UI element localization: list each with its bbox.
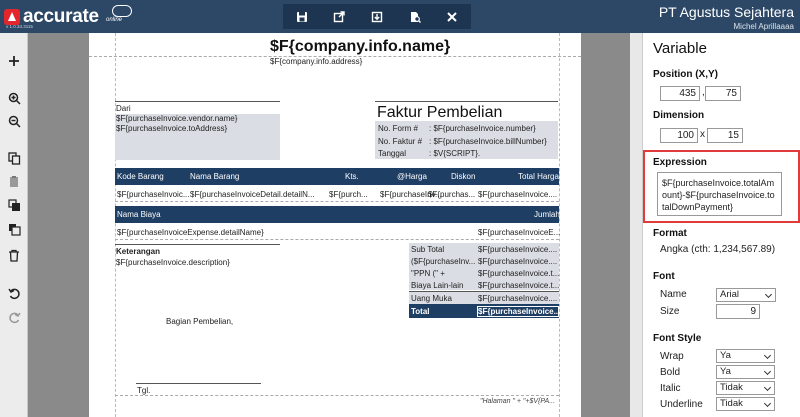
keterangan-label[interactable]: Keterangan [116,247,161,256]
add-icon [8,55,20,67]
company-name-field[interactable]: $F{company.info.name} [270,38,451,55]
form-value[interactable]: : $F{purchaseInvoice.number} [429,124,536,133]
cloud-icon [112,5,132,17]
font-size-label: Size [660,306,680,317]
download-button[interactable] [367,7,387,27]
report-toolbar [283,4,471,29]
uang-muka-label[interactable]: Uang Muka [411,294,452,303]
paste-icon [8,175,21,188]
tanggal-label[interactable]: Tanggal [378,149,407,158]
faktur-no-label[interactable]: No. Faktur # [378,137,423,146]
detail-total-field[interactable]: $F{purchaseInvoice.... [478,190,558,199]
font-size-input[interactable]: 9 [716,304,760,319]
col-diskon[interactable]: Diskon [451,172,476,181]
left-toolbar [0,33,28,417]
col-harga[interactable]: @Harga [397,172,427,181]
bagian-pembelian-label[interactable]: Bagian Pembelian, [166,317,234,326]
send-back-icon [8,223,21,236]
wrap-select[interactable]: Ya [716,349,775,363]
description-field[interactable]: $F{purchaseInvoice.description} [116,258,230,267]
underline-label: Underline [660,399,703,410]
version-label: v 1.0.34.3115 [6,24,33,29]
italic-label: Italic [660,383,681,394]
dimension-separator: x [700,129,705,140]
detail-harga-field[interactable]: $F{purchaseInv... [380,190,442,199]
delete-button[interactable] [3,245,25,265]
add-button[interactable] [3,51,25,71]
col-nama-biaya[interactable]: Nama Biaya [117,210,161,219]
company-address-field[interactable]: $F{company.info.address} [270,57,363,66]
vendor-name-field[interactable]: $F{purchaseInvoice.vendor.name} [115,114,280,124]
position-separator: , [702,87,705,98]
user-name[interactable]: Michel Aprillaaaa [733,22,794,31]
detail-row-line [115,201,559,202]
underline-select[interactable]: Tidak [716,397,775,411]
zoom-out-button[interactable] [3,111,25,131]
zoom-in-icon [8,92,21,105]
bring-front-button[interactable] [3,195,25,215]
position-x-input[interactable]: 435 [660,86,700,101]
logo-text: accurate [23,6,99,27]
panel-heading: Variable [653,40,707,57]
dari-label[interactable]: Dari [116,104,131,113]
bring-front-icon [8,199,21,212]
tgl-label[interactable]: Tgl. [137,386,151,395]
italic-select[interactable]: Tidak [716,381,775,395]
vertical-scrollbar[interactable] [630,33,642,417]
ppn-value[interactable]: $F{purchaseInvoice.t... [478,269,560,278]
expense-row-line [115,239,559,240]
bold-select[interactable]: Ya [716,365,775,379]
col-kts[interactable]: Kts. [345,172,359,181]
signature-line [136,383,261,384]
expression-input[interactable]: $F{purchaseInvoice.totalAmount}-$F{purchaseInvoice.totalDownPayment} [657,172,782,216]
ppn-label[interactable]: "PPN (" + [411,269,445,278]
discount-label[interactable]: ($F{purchaseInv... [411,257,476,266]
position-y-input[interactable]: 75 [705,86,741,101]
dimension-height-input[interactable]: 15 [707,128,743,143]
dimension-label: Dimension [653,110,705,121]
bold-label: Bold [660,367,681,378]
logo-sub: online [106,17,123,23]
margin-left [115,33,116,417]
report-canvas[interactable] [89,33,581,417]
position-label: Position (X,Y) [653,69,718,80]
wrap-label: Wrap [660,351,684,362]
company-name: PT Agustus Sejahtera [658,4,794,20]
faktur-title[interactable]: Faktur Pembelian [377,104,503,121]
save-icon [296,11,308,23]
col-jumlah[interactable]: Jumlah [534,210,560,219]
export-button[interactable] [329,7,349,27]
font-name-label: Name [660,289,687,300]
keterangan-line [115,244,280,245]
footer-divider [115,395,559,396]
biaya-lain-value[interactable]: $F{purchaseInvoice.t... [478,281,560,290]
logo-mark-icon [4,9,20,25]
close-button[interactable] [442,7,462,27]
copy-button[interactable] [3,148,25,168]
total-value-selected[interactable]: $F{purchaseInvoice.... [478,307,563,316]
page-number-field[interactable]: "Halaman " + "+$V{PA... [480,398,556,405]
paste-button[interactable] [3,171,25,191]
expense-name-field[interactable]: $F{purchaseInvoiceExpense.detailName} [117,228,264,237]
col-kode-barang[interactable]: Kode Barang [117,172,164,181]
discount-value[interactable]: $F{purchaseInvoice.... [478,257,558,266]
format-value[interactable]: Angka (cth: 1,234,567.89) [660,244,776,255]
format-label: Format [653,228,687,239]
redo-button[interactable] [3,307,25,327]
save-button[interactable] [292,7,312,27]
faktur-no-value[interactable]: : $F{purchaseInvoice.billNumber} [429,137,547,146]
detail-kts-field[interactable]: $F{purch... [329,190,368,199]
uang-muka-value[interactable]: $F{purchaseInvoice.... [478,294,558,303]
zoom-in-button[interactable] [3,88,25,108]
expression-label: Expression [653,157,707,168]
export-icon [333,11,345,23]
detail-kode-field[interactable]: $F{purchaseInvoic... [117,190,190,199]
dimension-width-input[interactable]: 100 [660,128,698,143]
subtotal-label[interactable]: Sub Total [411,245,445,254]
form-label[interactable]: No. Form # [378,124,419,133]
tanggal-value[interactable]: : $V{SCRIPT}. [429,149,481,158]
biaya-lain-label[interactable]: Biaya Lain-lain [411,281,464,290]
font-name-select[interactable]: Arial [716,288,776,302]
detail-nama-field[interactable]: $F{purchaseInvoiceDetail.detailN... [190,190,315,199]
properties-panel [642,33,800,417]
undo-icon [8,287,21,300]
expense-amount-field[interactable]: $F{purchaseInvoiceE... [478,228,561,237]
font-label: Font [653,271,675,282]
dari-line [115,101,280,102]
preview-button[interactable] [405,7,425,27]
subtotal-value[interactable]: $F{purchaseInvoice.... [478,245,558,254]
download-icon [371,11,383,23]
top-bar [0,0,800,33]
faktur-line [375,101,558,102]
close-icon [446,11,458,23]
font-style-label: Font Style [653,333,702,344]
preview-icon [409,11,421,23]
detail-diskon-field[interactable]: $F{purchas... [428,190,476,199]
expense-header-row [115,206,559,223]
to-address-field[interactable]: $F{purchaseInvoice.toAddress} [115,124,280,160]
redo-icon [8,311,21,324]
send-back-button[interactable] [3,219,25,239]
trash-icon [8,249,20,262]
detail-header-row [115,168,559,185]
margin-right [559,33,560,417]
col-nama-barang[interactable]: Nama Barang [190,172,240,181]
zoom-out-icon [8,115,21,128]
total-label[interactable]: Total [411,307,430,316]
undo-button[interactable] [3,283,25,303]
copy-icon [8,152,21,165]
col-total-harga[interactable]: Total Harga [518,172,559,181]
